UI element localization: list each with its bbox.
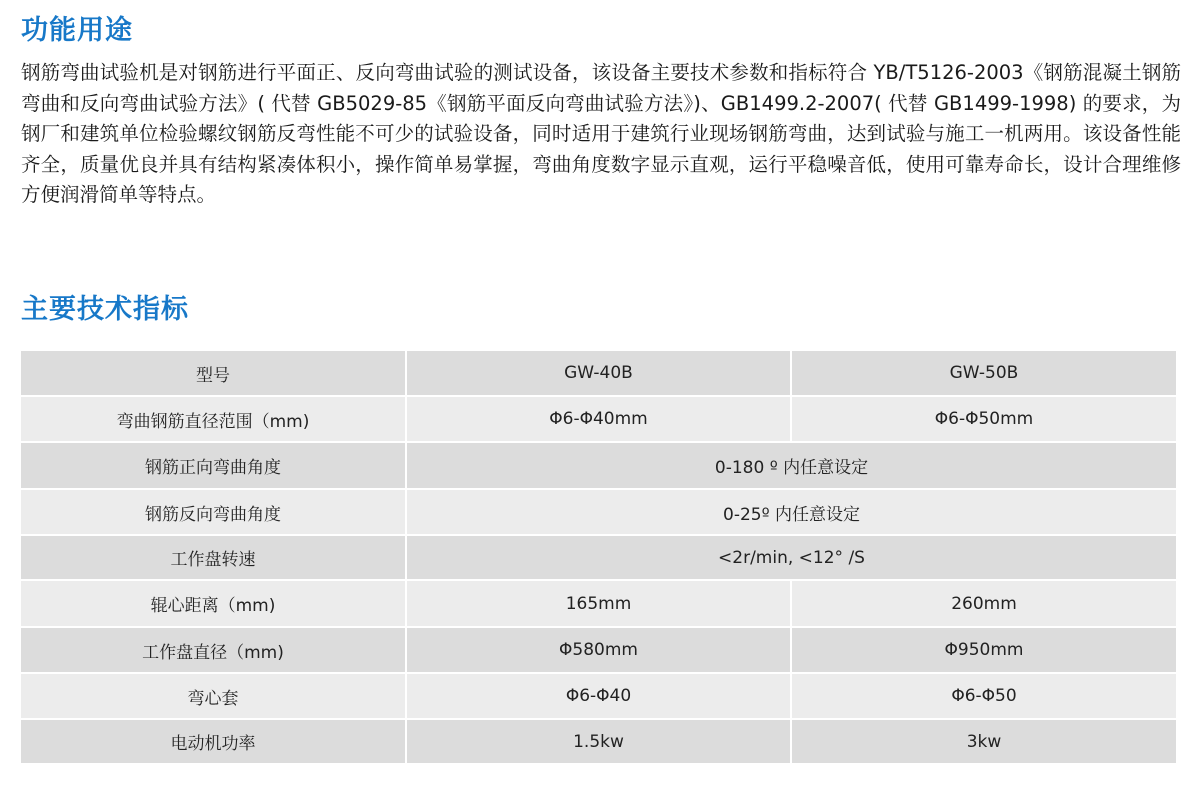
row-value-a: Φ6-Φ40 — [406, 673, 791, 719]
table-row — [21, 442, 1176, 489]
row-value-merged: 0-180 º 内任意设定 — [406, 442, 1176, 489]
header-cell-gw50b: GW-50B — [791, 351, 1176, 396]
row-value-b: Φ6-Φ50mm — [791, 396, 1176, 442]
row-value-b: Φ950mm — [791, 627, 1176, 673]
row-value-a: 1.5kw — [406, 719, 791, 764]
row-label: 弯曲钢筋直径范围（mm) — [21, 396, 406, 442]
row-label: 钢筋正向弯曲角度 — [21, 442, 406, 489]
row-value-a: 165mm — [406, 580, 791, 627]
row-value-b: 3kw — [791, 719, 1176, 764]
row-label: 工作盘直径（mm) — [21, 627, 406, 673]
row-label: 辊心距离（mm) — [21, 580, 406, 627]
table-row — [21, 627, 1176, 673]
row-label: 电动机功率 — [21, 719, 406, 764]
table-row — [21, 396, 1176, 442]
row-value-b: 260mm — [791, 580, 1176, 627]
row-label: 钢筋反向弯曲角度 — [21, 489, 406, 535]
header-cell-gw40b: GW-40B — [406, 351, 791, 396]
table-row — [21, 489, 1176, 535]
row-value-b: Φ6-Φ50 — [791, 673, 1176, 719]
section-title-specs: 主要技术指标 — [21, 294, 189, 325]
table-row — [21, 580, 1176, 627]
table-row — [21, 719, 1176, 764]
row-label: 工作盘转速 — [21, 535, 406, 580]
spec-table — [21, 351, 1176, 765]
section-title-usage: 功能用途 — [21, 15, 133, 46]
row-label: 弯心套 — [21, 673, 406, 719]
table-row — [21, 673, 1176, 719]
row-value-merged: 0-25º 内任意设定 — [406, 489, 1176, 535]
usage-description: 钢筋弯曲试验机是对钢筋进行平面正、反向弯曲试验的测试设备，该设备主要技术参数和指标符合 YB/T5126-2003《钢筋混凝土钢筋弯曲和反向弯曲试验方法》( 代替 GB5029-85《钢筋平面反向弯曲试验方法》)、GB1499.2-2007( 代替 GB1499-1998) 的要求，为钢厂和建筑单位检验螺纹钢筋反弯性能不可少的试验设备，同时适用于建筑行业现场钢筋弯曲，达到试验与施工一机两用。该设备性能齐全，质量优良并具有结构紧凑体积小，操作简单易掌握，弯曲角度数字显示直观，运行平稳噪音低，使用可靠寿命长，设计合理维修方便润滑简单等特点。 — [21, 61, 1181, 206]
table-header-row — [21, 351, 1176, 396]
row-value-a: Φ6-Φ40mm — [406, 396, 791, 442]
header-cell-model: 型号 — [21, 351, 406, 396]
table-row — [21, 535, 1176, 580]
row-value-merged: <2r/min, <12° /S — [406, 535, 1176, 580]
row-value-a: Φ580mm — [406, 627, 791, 673]
